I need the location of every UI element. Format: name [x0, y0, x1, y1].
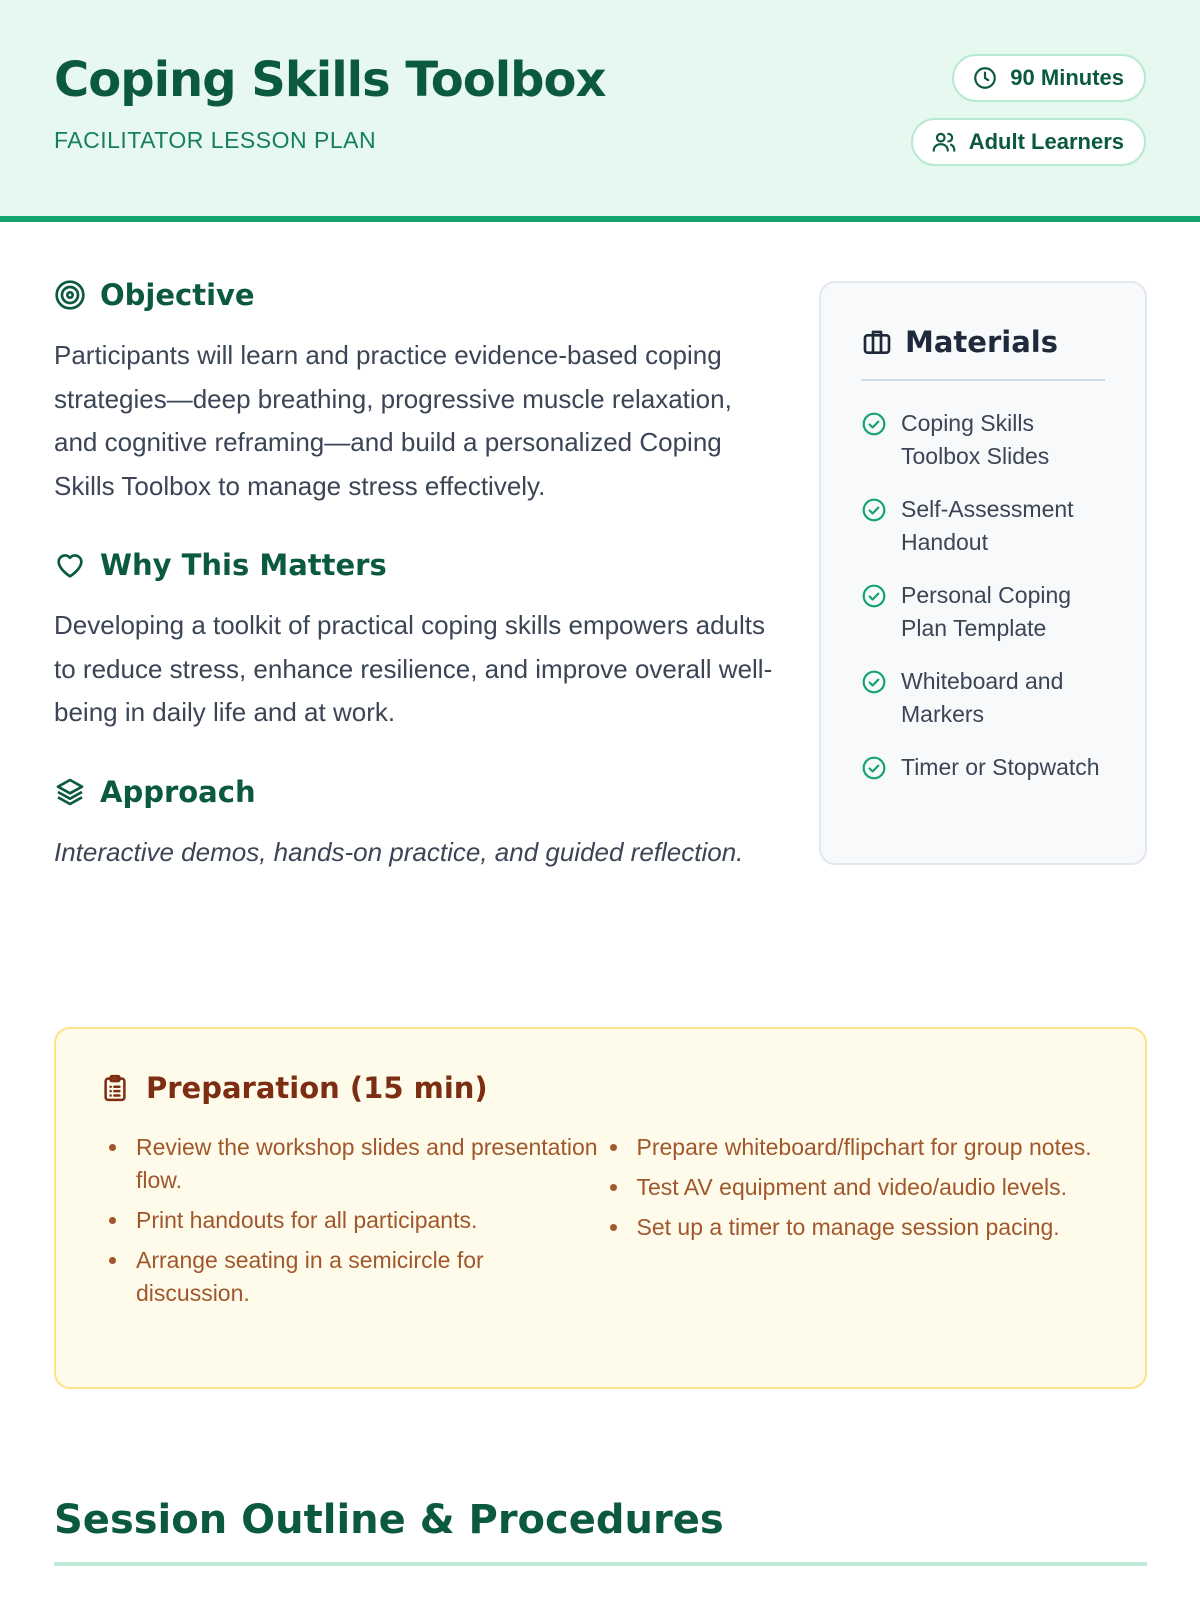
session-outline-title: Session Outline & Procedures [54, 1497, 724, 1543]
users-icon [931, 129, 957, 155]
check-circle-icon [861, 583, 887, 609]
clock-icon [972, 65, 998, 91]
audience-badge [911, 118, 1146, 166]
list-item [861, 751, 1105, 784]
why-heading [54, 548, 774, 582]
check-circle-icon [861, 411, 887, 437]
check-circle-icon [861, 497, 887, 523]
why-title: Why This Matters [100, 548, 387, 582]
duration-badge [952, 54, 1146, 102]
list-item [861, 579, 1105, 645]
section-divider [54, 1562, 1147, 1566]
target-icon [54, 279, 86, 311]
material-label: Whiteboard and Markers [901, 668, 1064, 727]
preparation-card [54, 1027, 1147, 1389]
list-item [861, 407, 1105, 473]
list-item: • Arrange seating in a semicircle for discussion. [130, 1244, 601, 1310]
duration-label: 90 Minutes [1010, 65, 1124, 90]
approach-heading [54, 775, 774, 809]
list-item: • Review the workshop slides and presentation flow. [130, 1131, 601, 1197]
why-text: Developing a toolkit of practical coping skills empowers adults to reduce stress, enhance resilience, and improve overall well-being in daily life and at work. [54, 610, 773, 727]
objective-title: Objective [100, 278, 255, 312]
lesson-header [0, 0, 1200, 222]
preparation-heading [100, 1071, 1101, 1105]
page-subtitle: FACILITATOR LESSON PLAN [54, 127, 377, 153]
preparation-columns [100, 1131, 1101, 1317]
list-item [861, 665, 1105, 731]
check-circle-icon [861, 755, 887, 781]
preparation-list-left [100, 1131, 601, 1317]
list-item: • Set up a timer to manage session pacing. [631, 1211, 1102, 1244]
page-title: Coping Skills Toolbox [54, 52, 606, 108]
list-item: • Print handouts for all participants. [130, 1204, 601, 1237]
audience-label: Adult Learners [968, 129, 1124, 154]
material-label: Timer or Stopwatch [901, 754, 1100, 780]
list-item: • Test AV equipment and video/audio levels. [631, 1171, 1102, 1204]
layers-icon [54, 776, 86, 808]
objective-text: Participants will learn and practice evidence-based coping strategies—deep breathing, progressive muscle relaxation, and cognitive reframing—and build a personalized Coping Skills Toolbox to manage stress effectively. [54, 340, 732, 501]
heart-icon [54, 549, 86, 581]
materials-heading [861, 325, 1105, 381]
preparation-title: Preparation (15 min) [146, 1071, 488, 1105]
materials-title: Materials [905, 325, 1058, 359]
approach-title: Approach [100, 774, 256, 809]
approach-text: Interactive demos, hands-on practice, and guided reflection. [54, 836, 744, 867]
materials-list [861, 407, 1105, 784]
list-item [861, 493, 1105, 559]
material-label: Self-Assessment Handout [901, 496, 1074, 555]
objective-heading [54, 278, 774, 312]
clipboard-icon [100, 1073, 130, 1103]
preparation-list-right [601, 1131, 1102, 1317]
lesson-overview [54, 278, 774, 874]
materials-card [819, 281, 1147, 865]
briefcase-icon [861, 326, 893, 358]
material-label: Coping Skills Toolbox Slides [901, 410, 1050, 469]
list-item: • Prepare whiteboard/flipchart for group notes. [631, 1131, 1102, 1164]
check-circle-icon [861, 669, 887, 695]
material-label: Personal Coping Plan Template [901, 582, 1072, 641]
